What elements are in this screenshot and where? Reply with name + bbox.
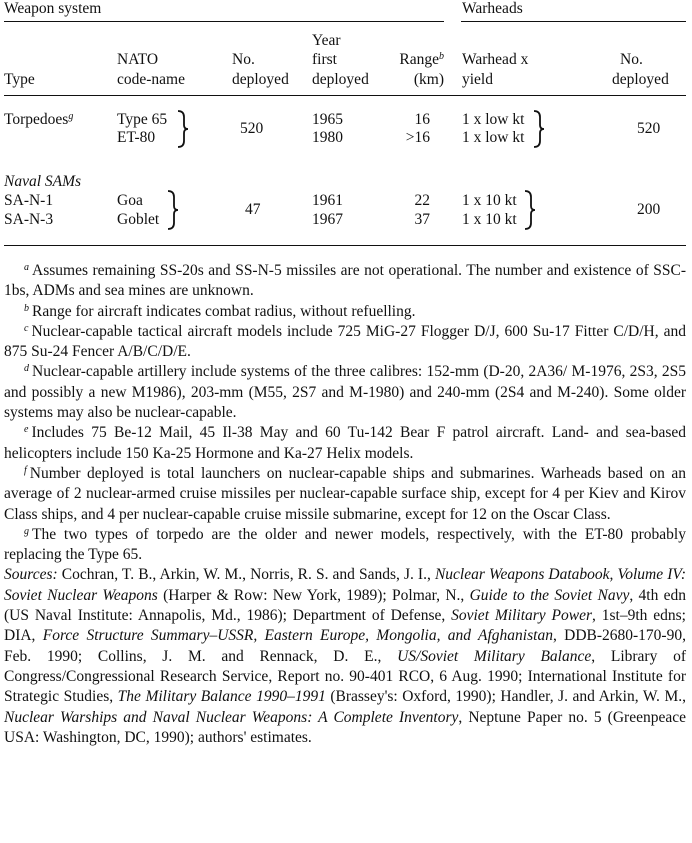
- source-text: (Harper & Row: New York, 1989); Polmar, N.,: [157, 586, 470, 604]
- year-value: 1961: [312, 192, 343, 209]
- source-title: Guide to the Soviet Navy: [469, 586, 630, 604]
- footnote: $^d$ Nuclear-capable artillery include systems of the three calibres: 152-mm (D-20, 2A36/ M-1976, 2S3, 2S5 and possibly a new M1986), 203-mm (M55, 2S7 and M-1980) and 240-mm (2S4 and M-240). Some older systems may also be nuclear-capable.: [4, 363, 686, 422]
- col-warhead-line1: Warhead x: [462, 51, 529, 68]
- source-title: Nuclear Weapons Databook, Volume IV: Soviet Nuclear Weapons: [4, 566, 686, 604]
- right-brace-icon: [166, 190, 180, 230]
- source-text: , DDB-2680-170-90, Feb. 1990; Collins, J. M. and Rennack, D. E.,: [4, 627, 686, 665]
- nato-code-name: Goblet: [117, 211, 160, 228]
- sources-text: [4, 566, 686, 745]
- torpedo-footnote-mark: g: [68, 111, 74, 122]
- footnote: $^b$ Range for aircraft indicates combat radius, without refuelling.: [24, 302, 416, 320]
- footnote: $^g$ The two types of torpedo are the older and newer models, respectively, with the ET-80 probably replacing the Type 65.: [4, 525, 686, 564]
- source-text: , 4th edn (US Naval Institute: Annapolis, Md., 1986); Department of Defense,: [4, 586, 686, 625]
- group-type-label: Torpedoes$^g$: [4, 111, 74, 128]
- right-brace-icon: [532, 110, 546, 148]
- warheads-heading: Warheads: [462, 0, 523, 17]
- col-wd-line1: No.: [620, 51, 643, 68]
- right-brace-icon: [523, 190, 537, 230]
- range-value: >16: [405, 129, 430, 146]
- warheads-rule: [461, 21, 686, 22]
- range-value: 37: [414, 211, 430, 228]
- weapon-system-heading: Weapon system: [4, 0, 102, 17]
- footnote: $^f$ Number deployed is total launchers on nuclear-capable ships and submarines. Warheads based on an average of 2 nuclear-armed cruise missiles per nuclear-capable surface ship, except for 4 per Kiev and Kirov Class ships, and 4 per nuclear-capable cruise missile submarine, except for 12 on the Oscar Class.: [4, 464, 686, 523]
- warhead-yield-value: 1 x low kt: [462, 111, 525, 128]
- range-value: 22: [414, 192, 430, 209]
- footnote: $^c$ Nuclear-capable tactical aircraft models include 725 MiG-27 Flogger D/J, 600 Su-17 Fitter C/D/H, and 875 Su-24 Fencer A/B/C/D/E.: [4, 322, 686, 361]
- col-year-line3: deployed: [312, 71, 369, 88]
- right-brace-icon: [176, 110, 190, 148]
- year-value: 1980: [312, 129, 343, 146]
- source-text: Cochran, T. B., Arkin, W. M., Norris, R. S. and Sands, J. I.,: [57, 566, 435, 584]
- warheads-deployed-value: 520: [637, 120, 661, 137]
- range-footnote-mark: b: [439, 51, 444, 62]
- col-nato-line2: code-name: [117, 71, 185, 88]
- header-rule: [4, 95, 686, 96]
- deployed-value: 520: [240, 120, 264, 137]
- col-range-line2: (km): [413, 71, 444, 88]
- source-text: , 1st–9th edns; DIA,: [4, 607, 686, 645]
- col-range-line1: Range$^b$: [399, 51, 444, 68]
- col-deployed-line2: deployed: [232, 71, 289, 88]
- source-title: Force Structure Summary–USSR, Eastern Europe, Mongolia, and Afghanistan: [42, 627, 553, 645]
- col-nato-line1: NATO: [117, 51, 159, 68]
- footnote: $^e$ Includes 75 Be-12 Mail, 45 Il-38 May and 60 Tu-142 Bear F patrol aircraft. Land- and sea-based helicopters include 150 Ka-25 Hormone and Ka-27 Helix models.: [4, 424, 686, 462]
- notes-section: [4, 261, 686, 748]
- table-bottom-rule: [4, 245, 686, 246]
- system-type: SA-N-3: [4, 211, 54, 228]
- warhead-yield-value: 1 x 10 kt: [462, 192, 517, 209]
- category-label: Naval SAMs: [4, 173, 82, 190]
- source-text: , Library of Congress/Congressional Research Service, Report no. 90-401 RCO, 6 Aug. 1990; International Institute for Strategic Studies,: [4, 647, 686, 706]
- source-title: Soviet Military Power: [451, 607, 593, 625]
- source-title: The Military Balance 1990–1991: [117, 688, 326, 706]
- nato-code-name: Goa: [117, 192, 143, 209]
- col-year-line2: first: [312, 51, 337, 68]
- col-type: Type: [4, 71, 35, 88]
- col-wd-line2: deployed: [612, 71, 669, 88]
- warhead-yield-value: 1 x 10 kt: [462, 211, 517, 228]
- year-value: 1967: [312, 211, 343, 228]
- col-year-line1: Year: [312, 32, 341, 49]
- source-text: (Brassey's: Oxford, 1990); Handler, J. and Arkin, W. M.,: [325, 688, 686, 706]
- source-title: Nuclear Warships and Naval Nuclear Weapons: A Complete Inventory: [4, 708, 459, 726]
- nato-code-name: Type 65: [117, 111, 168, 128]
- footnote: $^a$ Assumes remaining SS-20s and SS-N-5 missiles are not operational. The number and existence of SSC-1bs, ADMs and sea mines are unknown.: [4, 262, 686, 300]
- warheads-deployed-value: 200: [637, 201, 661, 218]
- system-type: SA-N-1: [4, 192, 54, 209]
- sources-label: Sources:: [4, 566, 58, 584]
- deployed-value: 47: [245, 201, 261, 218]
- source-title: US/Soviet Military Balance: [397, 647, 592, 665]
- sources-paragraph: [4, 565, 686, 748]
- weapon-system-rule: [4, 21, 444, 22]
- range-value: 16: [414, 111, 430, 128]
- source-text: , Neptune Paper no. 5 (Greenpeace USA: Washington, DC, 1990); authors' estimates.: [4, 708, 686, 746]
- col-warhead-line2: yield: [462, 71, 493, 88]
- warhead-yield-value: 1 x low kt: [462, 129, 525, 146]
- nato-code-name: ET-80: [117, 129, 156, 146]
- col-deployed-line1: No.: [232, 51, 255, 68]
- year-value: 1965: [312, 111, 343, 128]
